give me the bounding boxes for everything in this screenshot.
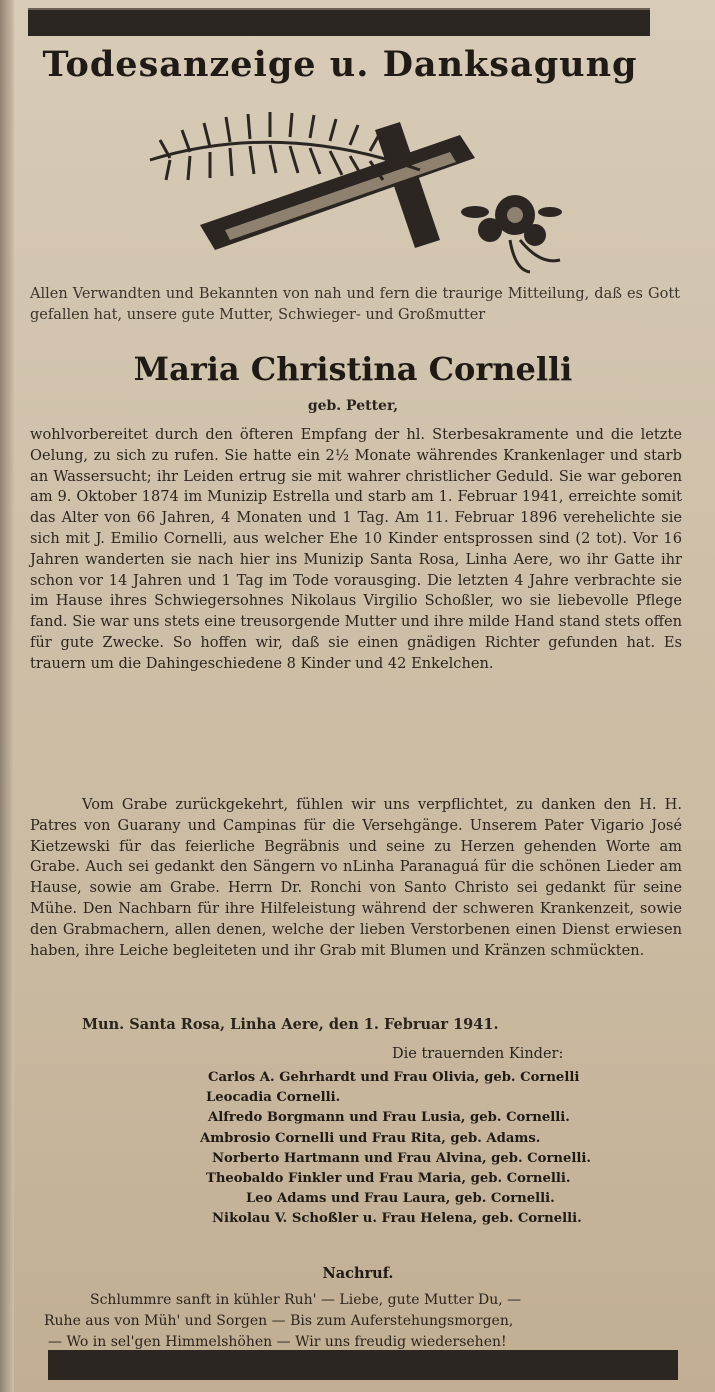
maiden-name: geb. Petter, — [307, 398, 399, 414]
announcement-title: Todesanzeige u. Danksagung — [42, 44, 638, 85]
place-and-date: Mun. Santa Rosa, Linha Aere, den 1. Februar 1941. — [82, 1016, 499, 1033]
list-item: Alfredo Borgmann und Frau Lusia, geb. Cornelli. — [208, 1110, 570, 1126]
list-item: Theobaldo Finkler und Frau Maria, geb. Cornelli. — [206, 1171, 571, 1187]
children-list — [200, 1068, 686, 1230]
list-item: Leo Adams und Frau Laura, geb. Cornelli. — [246, 1191, 555, 1207]
top-black-rule — [28, 8, 650, 36]
bottom-black-rule — [48, 1350, 678, 1380]
list-item: Ambrosio Cornelli und Frau Rita, geb. Adams. — [200, 1130, 541, 1146]
poem-line: Schlummre sanft in kühler Ruh' — Liebe, gute Mutter Du, — — [90, 1292, 522, 1308]
list-item: Leocadia Cornelli. — [206, 1090, 341, 1106]
obituary-paragraph: wohlvorbereitet durch den öfteren Empfang der hl. Sterbesakramente und die letzte Oelung, zu sich zu rufen. Sie hatte ein 2½ Monate währendes Krankenlager und starb an Wassersucht; ihr Leiden ertrug sie mit wahrer christlicher Geduld. Sie war geboren am 9. Oktober 1874 im Munizip Estrella und starb am 1. Februar 1941, erreichte somit das Alter von 66 Jahren, 4 Monaten und 1 Tag. Am 11. Februar 1896 verehelichte sie sich mit J. Emilio Cornelli, aus welcher Ehe 10 Kinder entsprossen sind (2 tot). Vor 16 Jahren wanderten sie nach hier ins Munizip Santa Rosa, Linha Aere, wo ihr Gatte ihr schon vor 14 Jahren und 1 Tag im Tode vorausging. Die letzten 4 Jahre verbrachte sie im Hause ihres Schwiegersohnes Nikolaus Virgilio Schoßler, wo sie liebevolle Pflege fand. Sie war uns stets eine treusorgende Mutter und ihre milde Hand stand stets offen für gute Zwecke. So hoffen wir, daß sie einen gnädigen Richter gefunden hat. Es trauern um die Dahingeschiedene 8 Kinder und 42 Enkelchen. — [30, 426, 682, 672]
poem-line: — Wo in sel'gen Himmelshöhen — Wir uns freudig wiedersehen! — [48, 1334, 507, 1350]
nachruf-heading: Nachruf. — [322, 1265, 394, 1282]
palm-cross-wreath-icon — [130, 100, 570, 280]
memorial-poem — [40, 1290, 680, 1353]
list-item: Carlos A. Gehrhardt und Frau Olivia, geb. Cornelli — [208, 1070, 580, 1085]
deceased-name: Maria Christina Cornelli — [133, 350, 573, 388]
page-edge-shadow — [0, 0, 14, 1392]
poem-line: Ruhe aus von Müh' und Sorgen — Bis zum Auferstehungsmorgen, — [44, 1313, 514, 1329]
list-item: Nikolau V. Schoßler u. Frau Helena, geb. Cornelli. — [212, 1211, 582, 1227]
children-heading: Die trauernden Kinder: — [392, 1046, 564, 1062]
list-item: Norberto Hartmann und Frau Alvina, geb. Cornelli. — [212, 1150, 592, 1166]
intro-text: Allen Verwandten und Bekannten von nah und fern die traurige Mitteilung, daß es Gott gefallen hat, unsere gute Mutter, Schwieger- und Großmutter — [30, 286, 680, 323]
thanks-paragraph: Vom Grabe zurückgekehrt, fühlen wir uns verpflichtet, zu danken den H. H. Patres von Guarany und Campinas für die Versehgänge. Unserem Pater Vigario José Kietzewski für das feierliche Begräbnis und seine zu Herzen gehenden Worte am Grabe. Auch sei gedankt den Sängern vo nLinha Paranaguá für die schönen Lieder am Hause, sowie am Grabe. Herrn Dr. Ronchi von Santo Christo sei gedankt für seine Mühe. Den Nachbarn für ihre Hilfeleistung während der schweren Krankenzeit, sowie den Grabmachern, allen denen, welche der lieben Verstorbenen einen Dienst erwiesen haben, ihre Leiche begleiteten und ihr Grab mit Blumen und Kränzen schmückten. — [30, 796, 682, 959]
